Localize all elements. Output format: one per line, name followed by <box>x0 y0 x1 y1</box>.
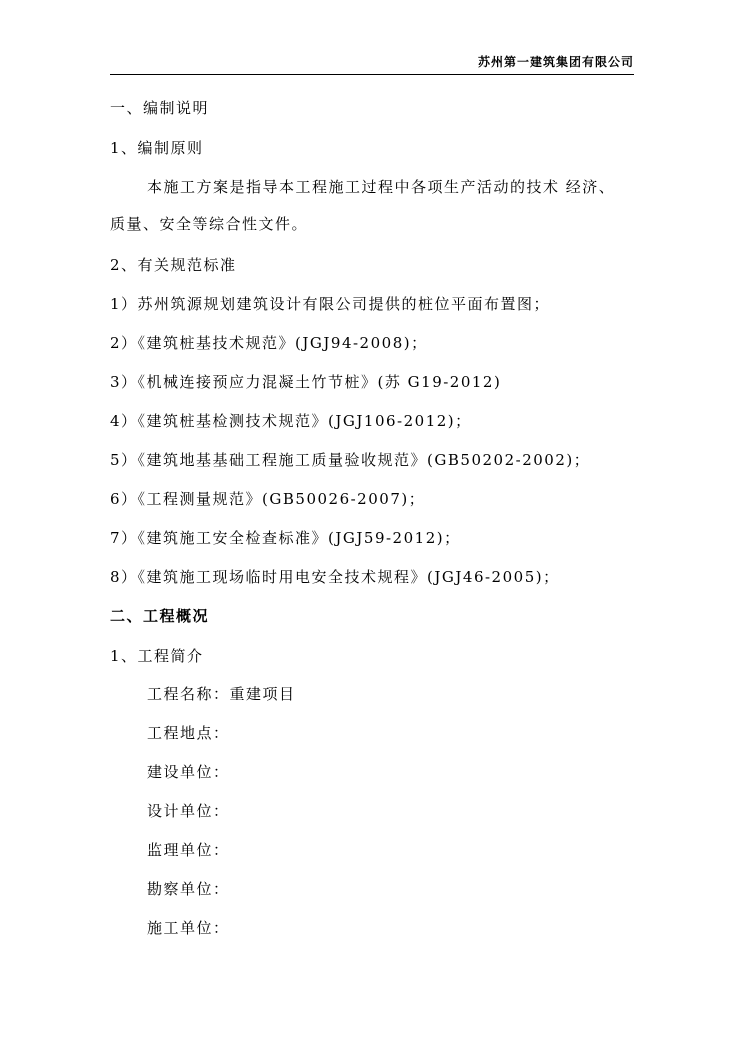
project-field: 工程地点： <box>147 724 230 742</box>
standard-item: 6）《工程测量规范》(GB50026-2007)； <box>110 490 426 508</box>
standard-item: 5）《建筑地基基础工程施工质量验收规范》(GB50202-2002)； <box>110 451 591 469</box>
section-1-title: 一、编制说明 <box>110 99 210 117</box>
standard-item: 7）《建筑施工安全检查标准》(JGJ59-2012)； <box>110 529 461 547</box>
project-field: 施工单位： <box>147 919 230 937</box>
intro-heading: 1、工程简介 <box>110 647 204 665</box>
standard-item: 3）《机械连接预应力混凝土竹节桩》(苏 G19-2012) <box>110 373 502 391</box>
company-name: 苏州第一建筑集团有限公司 <box>477 55 634 69</box>
project-field: 工程名称：重建项目 <box>147 685 296 703</box>
project-field: 设计单位： <box>147 802 230 820</box>
project-field: 监理单位： <box>147 841 230 859</box>
principle-text-line-1: 本施工方案是指导本工程施工过程中各项生产活动的技术 经济、 <box>147 178 616 196</box>
header-divider <box>110 74 634 75</box>
standards-heading: 2、有关规范标准 <box>110 256 237 274</box>
project-field: 勘察单位： <box>147 880 230 898</box>
standard-item: 4）《建筑桩基检测技术规范》(JGJ106-2012)； <box>110 412 472 430</box>
standard-item: 2）《建筑桩基技术规范》(JGJ94-2008)； <box>110 334 428 352</box>
principle-text-line-2: 质量、安全等综合性文件。 <box>110 215 309 233</box>
standard-item: 1）苏州筑源规划建筑设计有限公司提供的桩位平面布置图； <box>110 295 551 313</box>
standard-item: 8）《建筑施工现场临时用电安全技术规程》(JGJ46-2005)； <box>110 568 560 586</box>
section-2-title: 二、工程概况 <box>110 607 210 625</box>
project-field: 建设单位： <box>147 763 230 781</box>
principle-heading: 1、编制原则 <box>110 139 204 157</box>
